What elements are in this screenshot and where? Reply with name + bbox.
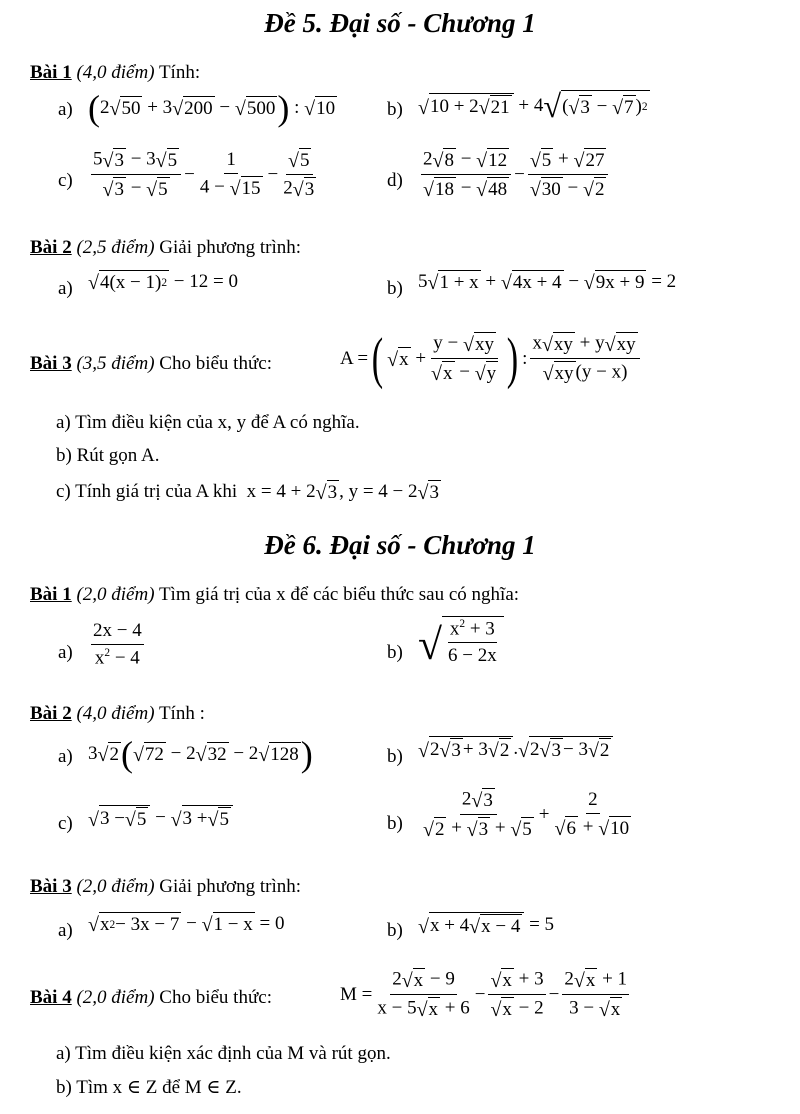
de5-b2-b-expr: 5 √ 1 + x + √ 4x + 4 − √ 9x + 9 = 2 [418, 271, 677, 295]
de5-b1-b-expr: √ 10 + 2 √ 21 + 4 √ ( √ 3 − √ 7 ) 2 [418, 88, 648, 124]
de6-b1-a-expr: $\frac{2x - 4}{x^2 - 4}$ [93, 620, 142, 669]
de5-bai2-heading: Bài 2 (2,5 điểm) Giải phương trình: [30, 237, 302, 258]
de5-b1-b-label: b) [387, 99, 403, 120]
de6-b2-d-expr: 2 √ 3 √ 2 + √ 3 + √ 5 + 2 √ 6 + √ 10 [423, 788, 630, 842]
de5-bai1-heading: Bài 1 (4,0 điểm) Tính: [30, 62, 201, 83]
de6-b2-b-label: b) [387, 746, 403, 767]
de5-b1-c-label: c) [58, 170, 73, 191]
de5-title: Đề 5. Đại số - Chương 1 [264, 8, 536, 38]
de5-b2-a-expr: √ 4(x − 1) 2 − 12 = 0 [88, 271, 238, 295]
de5-b1-c-expr: 5 √ 3 − 3 √ 5 √ 3 − √ 5 − 1 4 − √ 15 − √ 5 2 √ 3 [93, 148, 315, 202]
de6-bai4-heading: Bài 4 (2,0 điểm) Cho biểu thức: [30, 987, 272, 1008]
de5-b1-d-label: d) [387, 170, 403, 191]
de5-b3-item-b: b) Rút gọn A. [56, 445, 160, 466]
de5-b2-b-label: b) [387, 278, 403, 299]
de6-b3-a-label: a) [58, 920, 73, 941]
de6-b2-a-expr: 3 √ 2 ( √ 72 − 2 √ 32 − 2 √ 128 ) [88, 734, 313, 774]
de6-b3-a-expr: √ x 2 − 3x − 7 − √ 1 − x = 0 [88, 913, 285, 937]
de6-b3-b-label: b) [387, 920, 403, 941]
de5-b1-a-label: a) [58, 99, 73, 120]
de5-b3-expr: A = ( √ x + y − √ xy √ x − √ y ) : x √ xy + y √ xy √ xy (y − x) [340, 330, 643, 387]
de6-title: Đề 6. Đại số - Chương 1 [264, 530, 536, 560]
de6-b2-b-expr: √ 2 √ 3 + 3 √ 2 . √ 2 √ 3 − 3 √ 2 [418, 736, 613, 762]
de6-b3-b-expr: √ x + 4 √ x − 4 = 5 [418, 914, 555, 939]
de6-b1-a-label: a) [58, 642, 73, 663]
de6-b2-a-label: a) [58, 746, 73, 767]
de6-b2-c-expr: √ 3 − √ 5 − √ 3 + √ 5 [88, 805, 233, 831]
de5-b1-a-expr: ( 2 √ 50 + 3 √ 200 − √ 500 ) : √ 10 [88, 88, 336, 128]
de6-bai3-heading: Bài 3 (2,0 điểm) Giải phương trình: [30, 876, 302, 897]
de5-b3-item-c: c) Tính giá trị của A khi x = 4 + 2 √ 3 , y = 4 − 2 √ 3 [56, 481, 439, 505]
de5-b3-item-a: a) Tìm điều kiện của x, y để A có nghĩa. [56, 412, 360, 433]
de6-bai1-heading: Bài 1 (2,0 điểm) Tìm giá trị của x để các biểu thức sau có nghĩa: [30, 584, 520, 605]
de6-b2-d-label: b) [387, 813, 403, 834]
de6-b4-item-b: b) Tìm x ∈ Z để M ∈ Z. [56, 1077, 242, 1098]
de5-b1-d-expr: 2 √ 8 − √ 12 √ 18 − √ 48 − √ 5 + √ 27 √ 30 − √ 2 [418, 148, 611, 201]
de6-b4-item-a: a) Tìm điều kiện xác định của M và rút gọn. [56, 1043, 391, 1064]
de6-b2-c-label: c) [58, 813, 73, 834]
de6-b1-b-expr: √ $\frac{x^2 + 3}{6 - 2x}$ [418, 616, 504, 667]
de5-bai3-heading: Bài 3 (3,5 điểm) Cho biểu thức: [30, 353, 272, 374]
de6-bai2-heading: Bài 2 (4,0 điểm) Tính : [30, 703, 205, 724]
de5-b2-a-label: a) [58, 278, 73, 299]
de6-b1-b-label: b) [387, 642, 403, 663]
de6-b4-expr: M = 2 √ x − 9 x − 5 √ x + 6 − √ x + 3 √ x − 2 − 2 √ x + 1 3 − √ x [340, 968, 628, 1022]
